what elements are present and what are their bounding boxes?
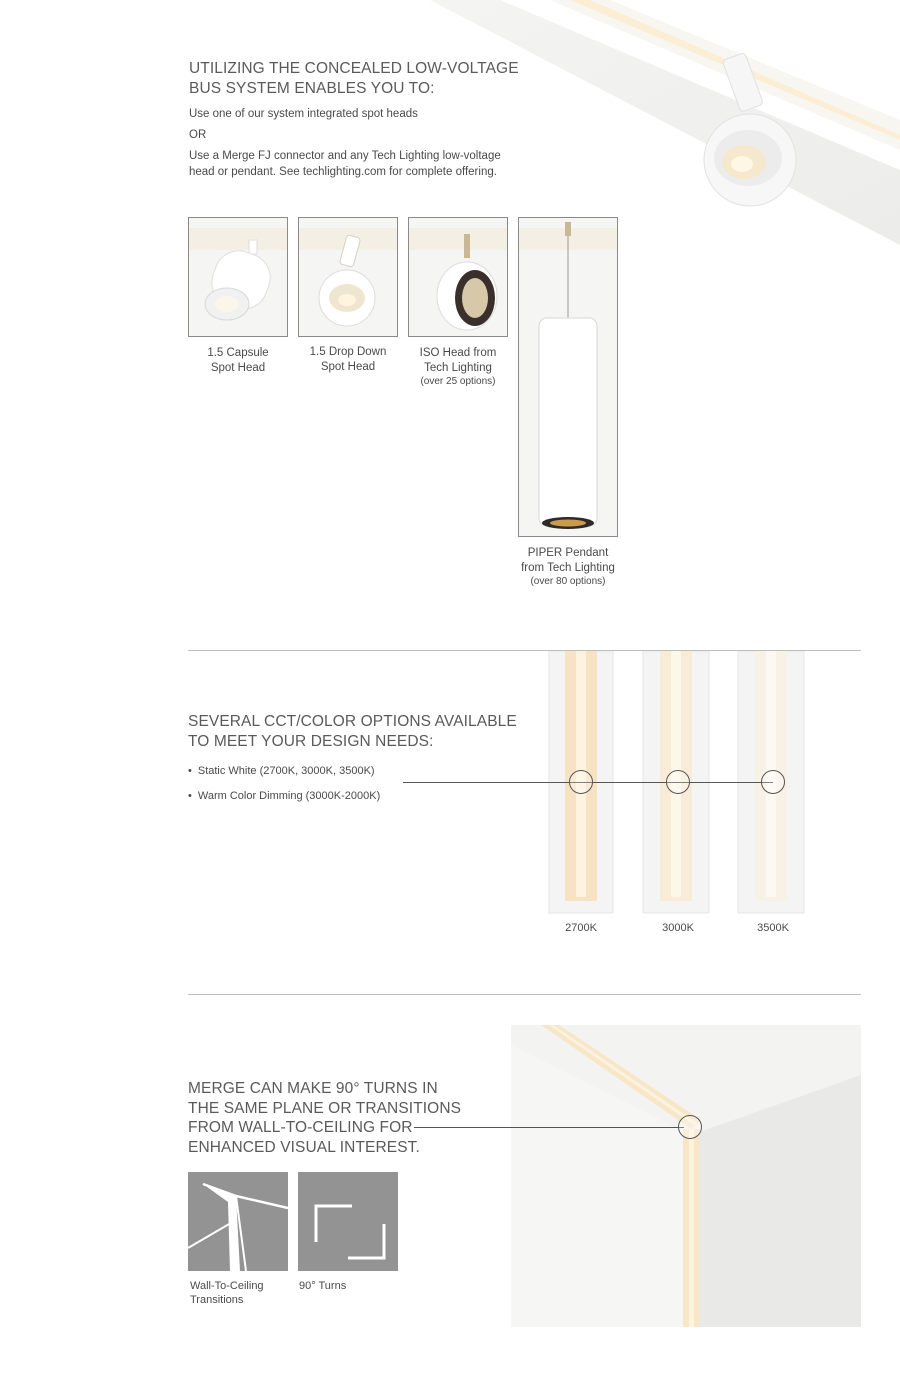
product-tile-iso-head xyxy=(408,217,508,337)
icon-caption-wall-to-ceiling xyxy=(190,1279,264,1307)
cct-callout-dot-2700k xyxy=(569,770,593,794)
cct-label-2700k: 2700K xyxy=(565,922,597,934)
caption-line: Spot Head xyxy=(210,361,266,374)
bus-item-connector-line2: head or pendant. See techlighting.com for complete offering. xyxy=(189,166,497,178)
caption-line: ISO Head from xyxy=(419,347,497,359)
cct-label-3000k: 3000K xyxy=(662,922,694,934)
caption-line: Spot Head xyxy=(320,360,376,373)
caption-sub: (over 25 options) xyxy=(420,376,496,387)
turns-callout-dot xyxy=(678,1115,702,1139)
ninety-degree-turn-icon xyxy=(298,1172,398,1271)
capsule-spot-head-image xyxy=(189,218,287,336)
bus-or-text: OR xyxy=(189,129,207,141)
turns-heading-line1: MERGE CAN MAKE 90° TURNS IN xyxy=(188,1080,438,1097)
caption-piper-pendant xyxy=(513,546,623,590)
caption-capsule-spot xyxy=(188,346,288,375)
caption-line: 1.5 Drop Down xyxy=(309,346,387,358)
turns-heading-line3: FROM WALL-TO-CEILING FOR xyxy=(188,1119,413,1136)
bus-heading-line1: UTILIZING THE CONCEALED LOW-VOLTAGE xyxy=(189,60,519,77)
turns-heading-line2: THE SAME PLANE OR TRANSITIONS xyxy=(188,1099,462,1117)
bus-item-integrated-heads: Use one of our system integrated spot heads xyxy=(189,108,418,120)
icon-caption-line: 90° Turns xyxy=(299,1280,347,1292)
wall-to-ceiling-icon xyxy=(188,1172,288,1271)
cct-label-3500k: 3500K xyxy=(757,922,789,934)
caption-drop-down-spot xyxy=(298,345,398,374)
section-divider xyxy=(188,994,861,995)
cct-bullet-static-white: • Static White (2700K, 3000K, 3500K) xyxy=(188,765,375,777)
caption-line: 1.5 Capsule xyxy=(207,347,269,359)
icon-caption-ninety-turns xyxy=(299,1279,346,1293)
caption-line: PIPER Pendant xyxy=(527,547,609,559)
icon-caption-line: Transitions xyxy=(190,1294,244,1306)
bus-heading-line2: BUS SYSTEM ENABLES YOU TO: xyxy=(189,79,435,97)
caption-iso-head xyxy=(408,346,508,390)
cct-callout-dot-3500k xyxy=(761,770,785,794)
product-tile-capsule-spot xyxy=(188,217,288,337)
drop-down-spot-head-image xyxy=(299,218,397,336)
caption-line: Tech Lighting xyxy=(424,361,492,374)
product-tile-piper-pendant xyxy=(518,217,618,537)
bus-item-connector-line1: Use a Merge FJ connector and any Tech Lighting low-voltage xyxy=(189,150,501,162)
icon-caption-line: Wall-To-Ceiling xyxy=(190,1280,264,1292)
product-tile-drop-down-spot xyxy=(298,217,398,337)
iso-head-image xyxy=(409,218,507,336)
piper-pendant-image xyxy=(519,218,617,536)
caption-sub: (over 80 options) xyxy=(530,576,606,587)
turns-heading-line4: ENHANCED VISUAL INTEREST. xyxy=(188,1138,420,1156)
cct-heading-line1: SEVERAL CCT/COLOR OPTIONS AVAILABLE xyxy=(188,713,517,730)
caption-line: from Tech Lighting xyxy=(521,561,615,574)
corner-turn-image xyxy=(511,1025,861,1327)
cct-heading-line2: TO MEET YOUR DESIGN NEEDS: xyxy=(188,732,434,750)
cct-bullet-warm-dimming: • Warm Color Dimming (3000K-2000K) xyxy=(188,790,380,802)
cct-callout-dot-3000k xyxy=(666,770,690,794)
